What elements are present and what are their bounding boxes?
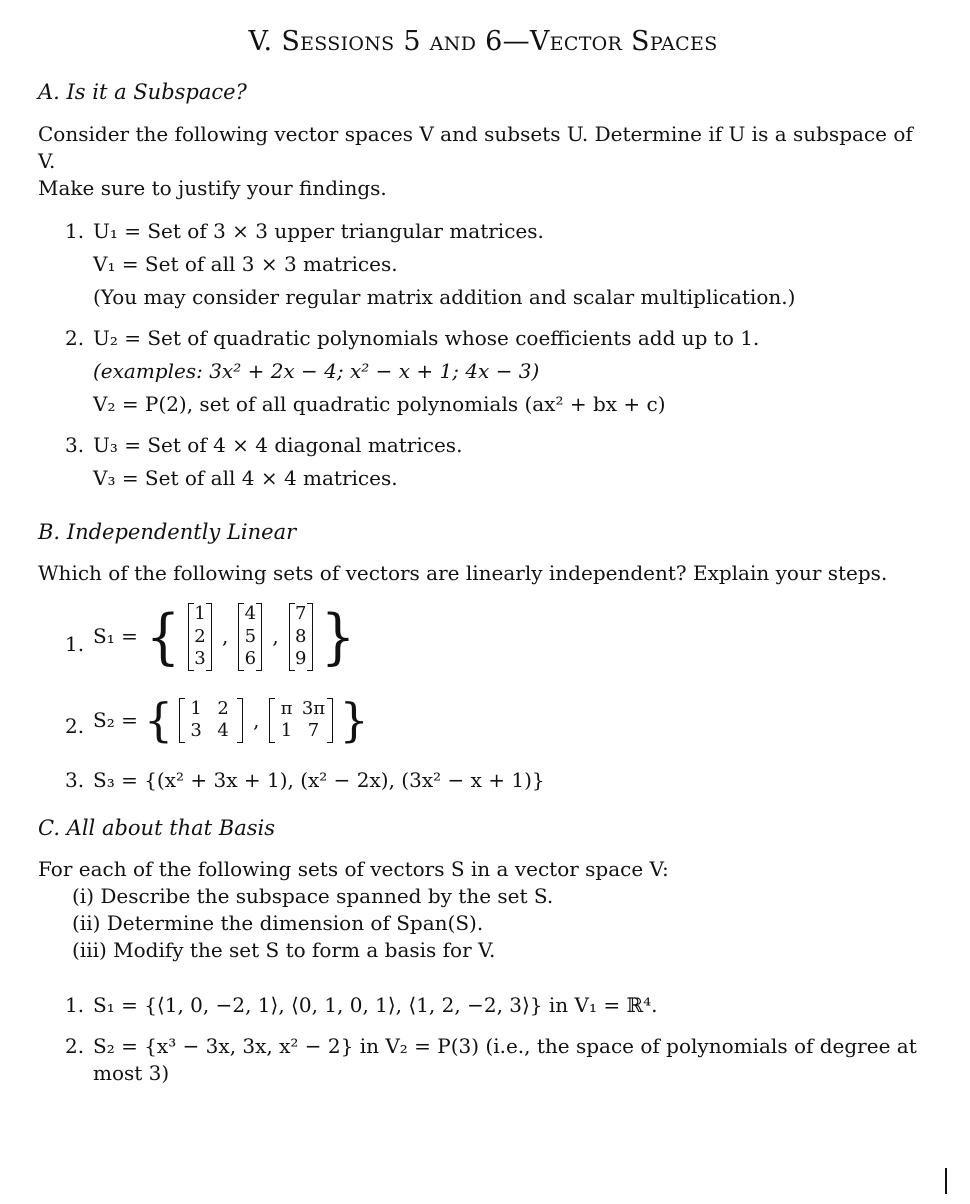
section-c-list — [38, 992, 928, 1087]
comma: , — [272, 624, 279, 649]
document-page — [38, 24, 928, 1101]
left-brace: { — [143, 693, 174, 748]
left-brace: { — [145, 601, 181, 672]
section-a-intro-line1: Consider the following vector spaces V and subsets U. Determine if U is a subspace of V. — [38, 121, 913, 173]
item-number: 3. — [65, 432, 85, 457]
s3-expression: S₃ = {(x² + 3x + 1), (x² − 2x), (3x² − x + 1)} — [93, 768, 545, 793]
comma: , — [222, 624, 229, 649]
matrix-entry: 3 — [190, 720, 202, 742]
item-number: 1. — [65, 632, 85, 657]
part-ii: (ii) Determine the dimension of Span(S). — [72, 911, 484, 936]
list-item — [38, 767, 928, 794]
item-line: V₂ = P(2), set of all quadratic polynomials (ax² + bx + c) — [93, 391, 666, 416]
item-line: U₁ = Set of 3 × 3 upper triangular matrices. — [93, 218, 544, 243]
item-number: 2. — [65, 325, 85, 350]
item-line: U₃ = Set of 4 × 4 diagonal matrices. — [93, 432, 463, 457]
section-a-list — [38, 218, 928, 492]
matrix-entry: π — [280, 697, 293, 719]
right-brace: } — [339, 693, 369, 748]
item-text: S₂ = {x³ − 3x, 3x, x² − 2} in V₂ = P(3) (i.e., the space of polynomials of degree at most 3) — [93, 1034, 917, 1086]
section-a-intro-line2: Make sure to justify your findings. — [38, 175, 387, 200]
section-b-list — [38, 603, 928, 794]
comma: , — [253, 707, 260, 732]
item-number: 3. — [65, 768, 85, 793]
section-a-intro — [38, 121, 928, 202]
section-c-intro-line: For each of the following sets of vectors S in a vector space V: — [38, 857, 669, 882]
matrix-entry: 3π — [301, 697, 326, 719]
text-cursor — [945, 1168, 947, 1194]
matrix-entry: 8 — [295, 625, 307, 647]
vector-1 — [188, 603, 212, 671]
matrix-entry: 4 — [217, 720, 229, 742]
page-title: V. Sessions 5 and 6—Vector Spaces — [248, 26, 718, 57]
vector-2 — [238, 603, 262, 671]
matrix-entry: 7 — [307, 720, 320, 742]
list-item — [38, 992, 928, 1019]
s1-expression — [93, 603, 928, 671]
matrix-entry: 1 — [194, 603, 206, 625]
matrix-entry: 3 — [194, 648, 206, 670]
item-line: V₁ = Set of all 3 × 3 matrices. — [93, 251, 398, 276]
matrix-1 — [179, 698, 243, 743]
item-number: 2. — [65, 1034, 85, 1059]
item-line: (examples: 3x² + 2x − 4; x² − x + 1; 4x − 3) — [93, 358, 540, 383]
item-number: 2. — [65, 714, 85, 739]
s2-expression — [93, 693, 928, 748]
section-b-intro: Which of the following sets of vectors are linearly independent? Explain your steps. — [38, 561, 888, 586]
item-line: U₂ = Set of quadratic polynomials whose coefficients add up to 1. — [93, 325, 760, 350]
section-c — [38, 814, 928, 1087]
item-line: V₃ = Set of all 4 × 4 matrices. — [93, 465, 398, 490]
right-brace: } — [320, 601, 356, 672]
list-item — [38, 218, 928, 311]
list-item — [38, 325, 928, 418]
roman-parts — [72, 883, 928, 964]
section-a-heading: A. Is it a Subspace? — [38, 80, 247, 105]
section-c-heading: C. All about that Basis — [38, 816, 276, 841]
list-item — [38, 693, 928, 753]
matrix-entry: 7 — [295, 603, 307, 625]
matrix-entry: 1 — [190, 697, 202, 719]
s2-label: S₂ = — [93, 707, 138, 732]
s1-label: S₁ = — [93, 624, 138, 649]
section-c-intro — [38, 856, 928, 964]
vector-3 — [289, 603, 313, 671]
item-text: S₁ = {⟨1, 0, −2, 1⟩, ⟨0, 1, 0, 1⟩, ⟨1, 2, −2, 3⟩} in V₁ = ℝ⁴. — [93, 993, 658, 1018]
matrix-entry: 1 — [280, 720, 293, 742]
matrix-entry: 4 — [244, 603, 257, 625]
list-item — [38, 1033, 928, 1087]
matrix-entry: 5 — [244, 625, 257, 647]
matrix-entry: 2 — [217, 697, 229, 719]
matrix-entry: 6 — [244, 648, 257, 670]
section-b — [38, 518, 928, 794]
section-a — [38, 78, 928, 491]
item-line: (You may consider regular matrix addition and scalar multiplication.) — [93, 284, 796, 309]
section-b-heading: B. Independently Linear — [38, 519, 297, 544]
part-iii: (iii) Modify the set S to form a basis for V. — [72, 938, 496, 963]
list-item — [38, 432, 928, 492]
list-item — [38, 603, 928, 683]
part-i: (i) Describe the subspace spanned by the set S. — [72, 884, 554, 909]
matrix-entry: 9 — [295, 648, 307, 670]
matrix-entry: 2 — [194, 625, 206, 647]
item-number: 1. — [65, 218, 85, 243]
matrix-2 — [269, 698, 333, 743]
item-number: 1. — [65, 993, 85, 1018]
